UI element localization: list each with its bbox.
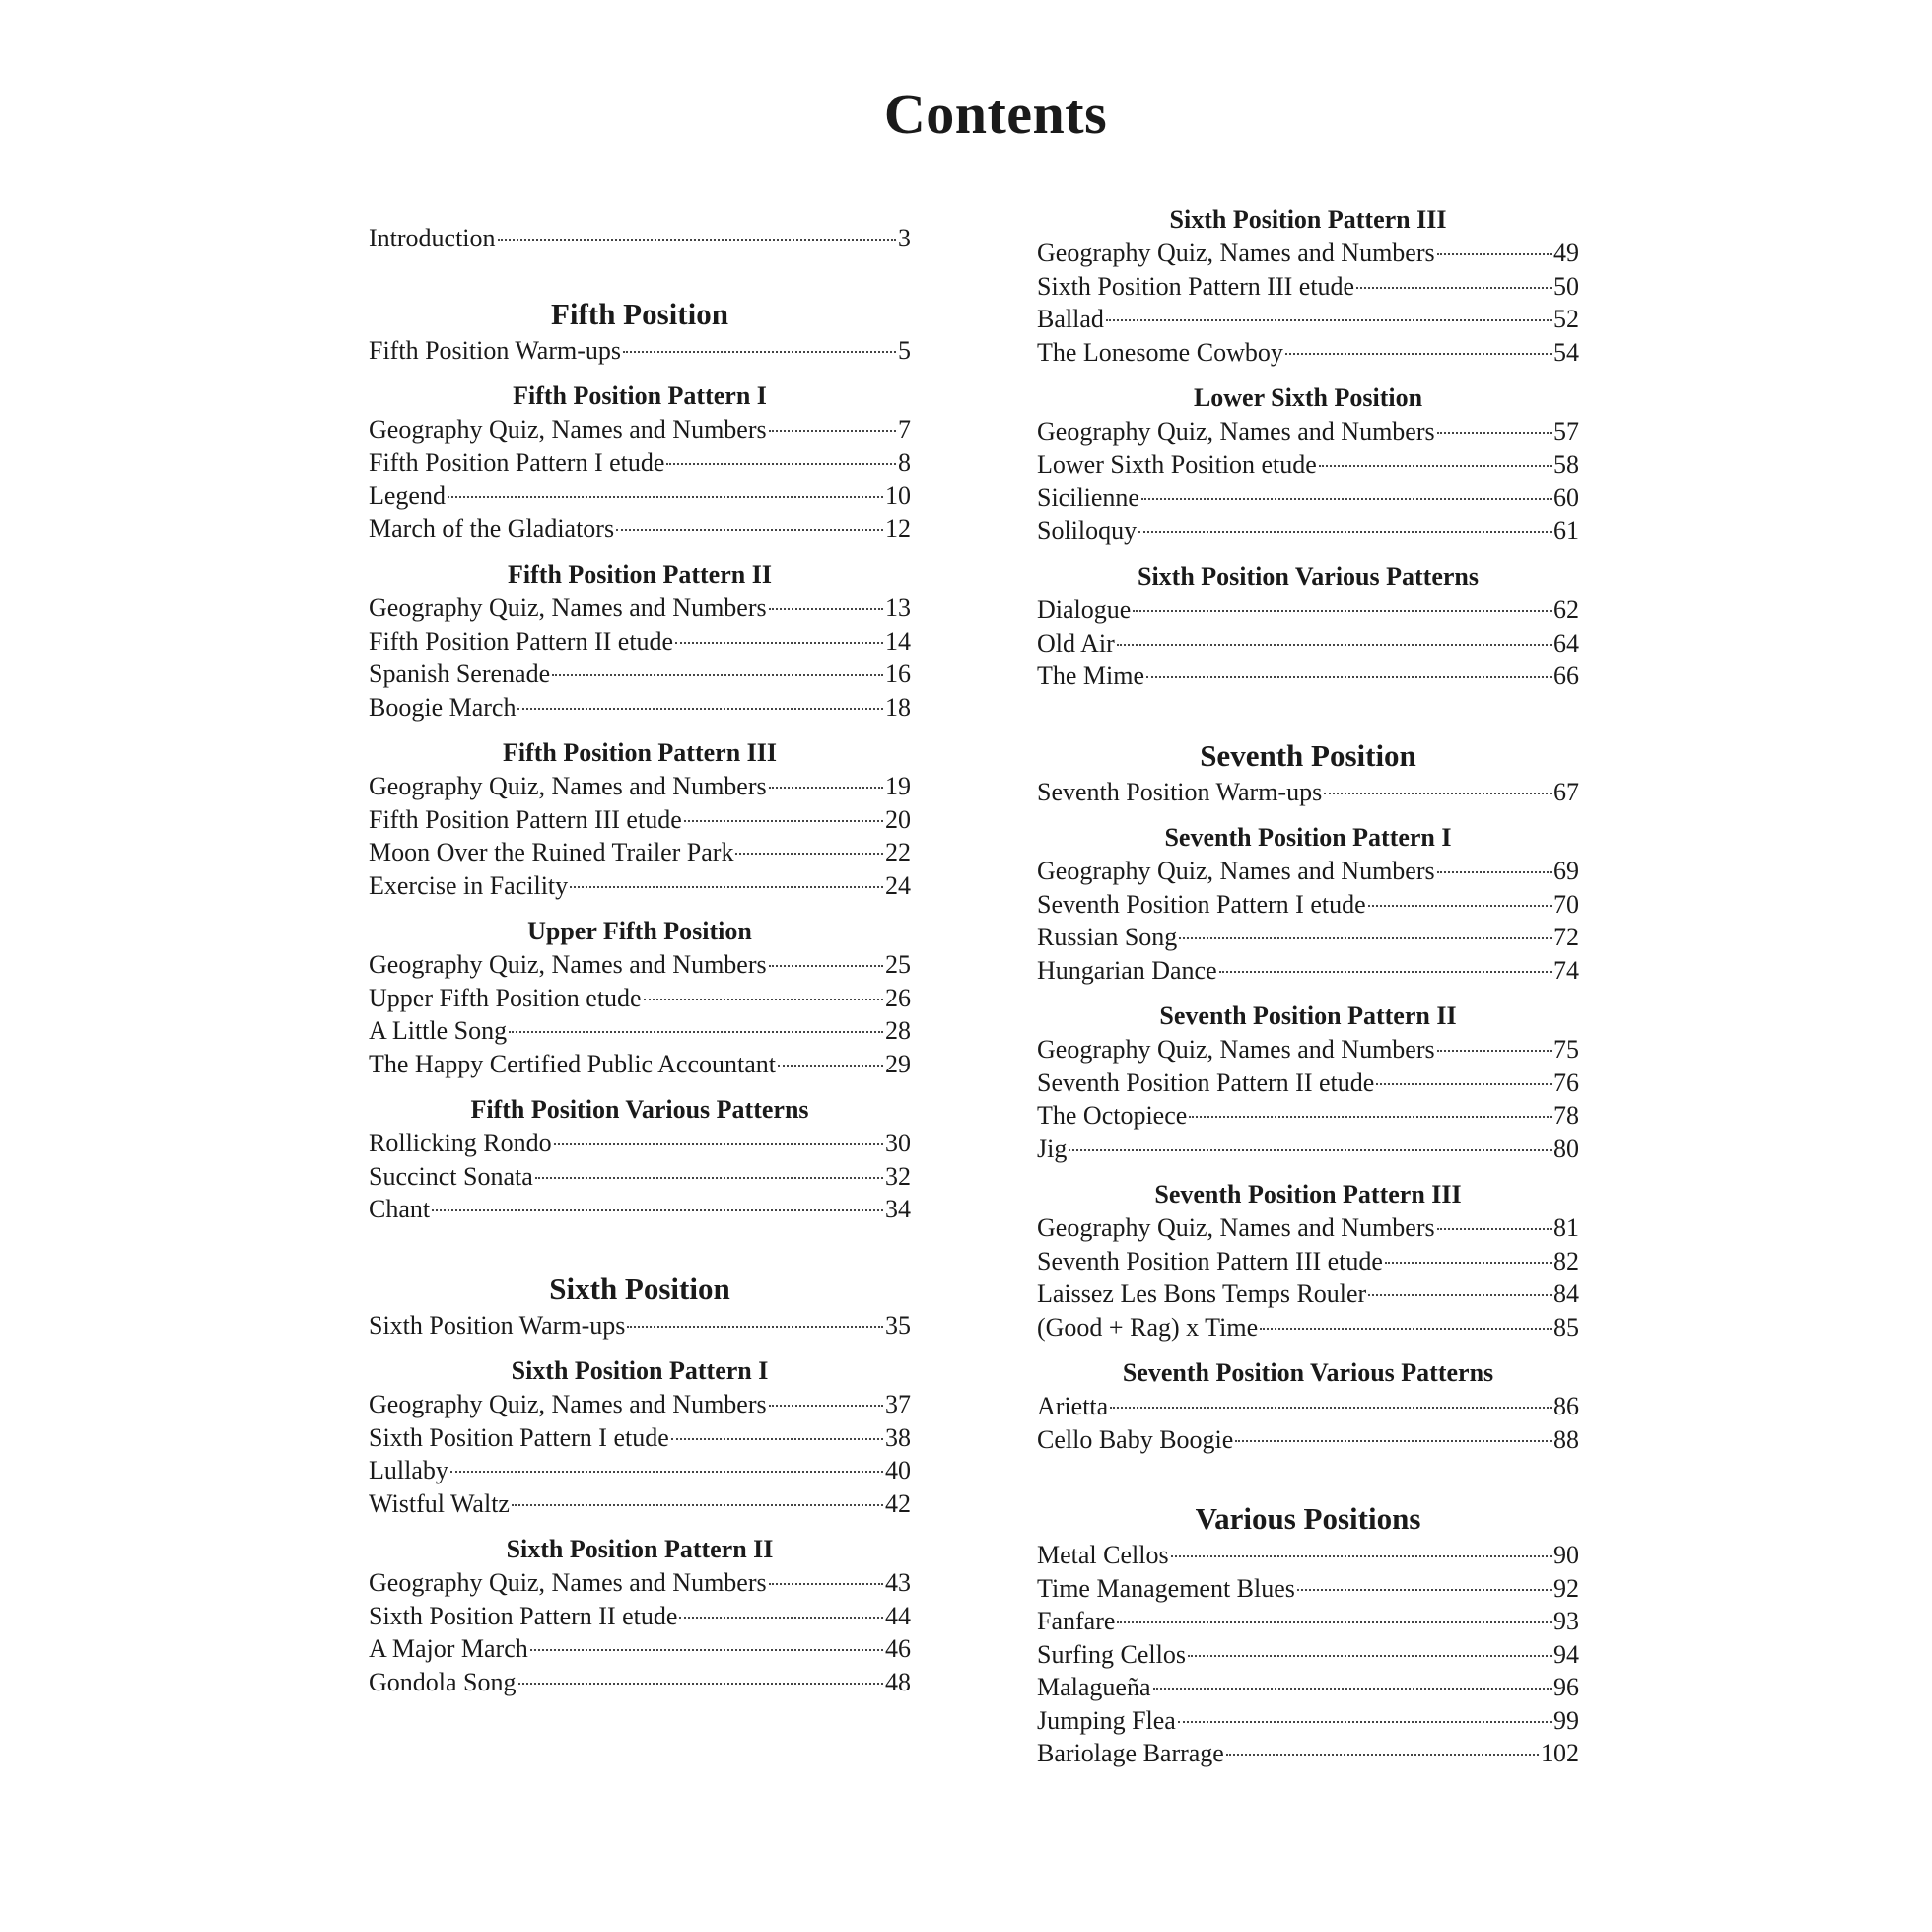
- toc-entry[interactable]: [369, 982, 911, 1015]
- subsection-heading: Fifth Position Pattern I: [513, 381, 767, 410]
- toc-entry-page: 28: [885, 1016, 911, 1045]
- toc-entry-title: Seventh Position Pattern III etude: [1037, 1246, 1383, 1276]
- toc-entry-title: Seventh Position Warm-ups: [1037, 777, 1323, 806]
- toc-entry-title: Lower Sixth Position etude: [1037, 449, 1317, 479]
- toc-entry-page: 69: [1553, 857, 1579, 885]
- toc-entry-title: Sixth Position Pattern II etude: [369, 1601, 678, 1630]
- subsection-heading: Upper Fifth Position: [527, 917, 752, 945]
- toc-entry-page: 81: [1553, 1213, 1579, 1242]
- toc-entry-page: 5: [898, 335, 911, 365]
- toc-entry-title: Geography Quiz, Names and Numbers: [1037, 1035, 1435, 1064]
- toc-entry-title: Sixth Position Pattern III etude: [1037, 271, 1355, 301]
- toc-entry[interactable]: [369, 1160, 911, 1194]
- dot-leader: [769, 1405, 883, 1407]
- section-heading: Various Positions: [1195, 1501, 1421, 1536]
- dot-leader: [1153, 1688, 1552, 1690]
- toc-entry-list: [369, 1127, 911, 1226]
- toc-entry-list: [1037, 1539, 1579, 1770]
- toc-entry[interactable]: [369, 691, 911, 724]
- toc-entry[interactable]: [1037, 415, 1579, 448]
- toc-entry[interactable]: [1037, 1390, 1579, 1423]
- toc-entry-title: Hungarian Dance: [1037, 955, 1217, 985]
- dot-leader: [1226, 1754, 1539, 1756]
- toc-entry-page: 12: [885, 514, 911, 543]
- toc-entry-page: 90: [1553, 1541, 1579, 1569]
- subsection-heading: Sixth Position Various Patterns: [1138, 562, 1479, 590]
- dot-leader: [735, 853, 883, 855]
- toc-entry-page: 86: [1553, 1392, 1579, 1420]
- toc-entry-list: [1037, 1033, 1579, 1165]
- toc-entry-title: Cello Baby Boogie: [1037, 1424, 1234, 1454]
- toc-entry[interactable]: [369, 1666, 911, 1699]
- toc-entry[interactable]: [369, 1388, 911, 1421]
- dot-leader: [1117, 644, 1552, 646]
- toc-entry[interactable]: [1037, 954, 1579, 988]
- toc-entry[interactable]: [1037, 1099, 1579, 1133]
- toc-entry-page: 46: [885, 1634, 911, 1663]
- toc-entry-page: 93: [1553, 1607, 1579, 1635]
- toc-entry-page: 24: [885, 870, 911, 900]
- toc-entry-title: The Octopiece: [1037, 1101, 1188, 1130]
- dot-leader: [1437, 1228, 1552, 1230]
- toc-entry-page: 8: [898, 448, 911, 477]
- toc-entry-title: Seventh Position Pattern I etude: [1037, 889, 1366, 919]
- dot-leader: [509, 1031, 883, 1033]
- toc-entry[interactable]: [1037, 888, 1579, 922]
- toc-entry-title: Geography Quiz, Names and Numbers: [369, 1568, 767, 1597]
- dot-leader: [1117, 1622, 1552, 1623]
- toc-entry-page: 34: [885, 1195, 911, 1223]
- toc-entry-page: 70: [1553, 889, 1579, 919]
- dot-leader: [1324, 793, 1552, 794]
- toc-entry-title: Sixth Position Warm-ups: [369, 1310, 626, 1340]
- toc-entry-title: A Major March: [369, 1634, 528, 1663]
- toc-entry-title: Geography Quiz, Names and Numbers: [369, 1390, 767, 1418]
- toc-entry-page: 94: [1553, 1639, 1579, 1669]
- toc-entry[interactable]: [369, 1421, 911, 1455]
- toc-entry-page: 3: [898, 224, 911, 252]
- toc-entry-page: 37: [885, 1390, 911, 1418]
- toc-entry-list: [369, 770, 911, 902]
- subsection-heading: Seventh Position Pattern I: [1164, 823, 1452, 852]
- toc-entry-title: Gondola Song: [369, 1667, 517, 1696]
- dot-leader: [552, 674, 883, 676]
- toc-entry-list: [369, 591, 911, 724]
- toc-entry[interactable]: [369, 1632, 911, 1666]
- toc-entry[interactable]: [369, 1566, 911, 1600]
- toc-entry-list: [1037, 593, 1579, 693]
- toc-entry[interactable]: [369, 413, 911, 447]
- toc-entry-title: Fifth Position Pattern II etude: [369, 626, 674, 656]
- toc-entry-title: Geography Quiz, Names and Numbers: [1037, 857, 1435, 885]
- dot-leader: [1219, 971, 1552, 973]
- toc-entry-title: Metal Cellos: [1037, 1541, 1169, 1569]
- dot-leader: [518, 1683, 884, 1685]
- toc-entry[interactable]: [1037, 855, 1579, 888]
- toc-entry[interactable]: [1037, 659, 1579, 693]
- dot-leader: [769, 1583, 883, 1585]
- toc-entry-page: 96: [1553, 1673, 1579, 1701]
- toc-entry[interactable]: [1037, 593, 1579, 627]
- toc-entry[interactable]: [1037, 1572, 1579, 1606]
- toc-entry-page: 75: [1553, 1035, 1579, 1064]
- toc-entry-title: Sicilienne: [1037, 483, 1139, 512]
- toc-entry-title: Seventh Position Pattern II etude: [1037, 1068, 1375, 1097]
- dot-leader: [1133, 610, 1552, 612]
- toc-entry-title: (Good + Rag) x Time: [1037, 1312, 1259, 1342]
- toc-entry-title: Laissez Les Bons Temps Rouler: [1037, 1279, 1367, 1308]
- dot-leader: [1138, 531, 1552, 533]
- toc-entry-page: 19: [885, 772, 911, 800]
- toc-entry[interactable]: [1037, 1211, 1579, 1245]
- toc-entry-page: 44: [885, 1601, 911, 1630]
- dot-leader: [666, 463, 896, 465]
- dot-leader: [498, 239, 896, 241]
- toc-entry-title: Geography Quiz, Names and Numbers: [369, 950, 767, 979]
- toc-entry-page: 43: [885, 1568, 911, 1597]
- subsection-heading: Sixth Position Pattern II: [506, 1535, 774, 1563]
- dot-leader: [1106, 319, 1552, 321]
- subsection-heading: Fifth Position Various Patterns: [470, 1095, 809, 1124]
- toc-entry-page: 60: [1553, 483, 1579, 512]
- dot-leader: [1069, 1149, 1552, 1151]
- toc-entry-title: Chant: [369, 1195, 431, 1223]
- section-heading: Fifth Position: [551, 296, 728, 331]
- toc-entry[interactable]: [1037, 481, 1579, 515]
- toc-entry[interactable]: [1037, 1423, 1579, 1457]
- dot-leader: [1356, 287, 1552, 289]
- toc-entry-page: 48: [885, 1667, 911, 1696]
- toc-entry[interactable]: [1037, 1033, 1579, 1067]
- dot-leader: [1141, 498, 1552, 500]
- dot-leader: [1285, 353, 1552, 355]
- toc-entry-page: 80: [1553, 1134, 1579, 1163]
- toc-entry-page: 99: [1553, 1705, 1579, 1735]
- toc-entry[interactable]: [1037, 1277, 1579, 1311]
- dot-leader: [778, 1065, 883, 1067]
- toc-entry-list: [1037, 1211, 1579, 1344]
- toc-entry-page: 26: [885, 983, 911, 1012]
- toc-entry[interactable]: [1037, 1311, 1579, 1345]
- dot-leader: [1437, 1050, 1552, 1052]
- toc-entry-title: Dialogue: [1037, 595, 1132, 624]
- toc-entry[interactable]: [1037, 921, 1579, 954]
- toc-entry-page: 13: [885, 593, 911, 622]
- toc-entry-page: 62: [1553, 595, 1579, 624]
- toc-entry-title: Succinct Sonata: [369, 1161, 533, 1191]
- dot-leader: [1110, 1407, 1552, 1409]
- toc-entry-list: [369, 413, 911, 545]
- page-title: Contents: [883, 82, 1108, 146]
- toc-entry-title: The Mime: [1037, 661, 1145, 690]
- toc-entry-title: Fanfare: [1037, 1607, 1116, 1635]
- toc-entry-page: 58: [1553, 449, 1579, 479]
- toc-entry-page: 102: [1541, 1739, 1579, 1767]
- dot-leader: [1297, 1589, 1552, 1591]
- toc-left-column: [369, 222, 911, 1698]
- toc-entry-page: 82: [1553, 1246, 1579, 1276]
- toc-entry-list: [369, 948, 911, 1080]
- dot-leader: [1437, 432, 1552, 434]
- toc-entry-title: Spanish Serenade: [369, 659, 551, 688]
- toc-entry-page: 18: [885, 692, 911, 722]
- toc-entry-page: 35: [885, 1310, 911, 1340]
- toc-entry-page: 50: [1553, 271, 1579, 301]
- toc-entry[interactable]: [1037, 270, 1579, 304]
- toc-entry-page: 74: [1553, 955, 1579, 985]
- toc-entry[interactable]: [1037, 1704, 1579, 1738]
- dot-leader: [671, 1438, 883, 1440]
- section-heading: Seventh Position: [1200, 737, 1416, 773]
- dot-leader: [1171, 1555, 1552, 1557]
- toc-entry-page: 66: [1553, 661, 1579, 690]
- dot-leader: [1437, 253, 1552, 255]
- toc-entry[interactable]: [369, 1127, 911, 1160]
- toc-entry-title: Legend: [369, 481, 446, 510]
- toc-entry-page: 72: [1553, 923, 1579, 951]
- toc-entry-title: Lullaby: [369, 1456, 448, 1484]
- toc-entry[interactable]: [1037, 237, 1579, 270]
- toc-entry-title: Fifth Position Pattern III etude: [369, 804, 682, 834]
- toc-entry-page: 76: [1553, 1068, 1579, 1097]
- dot-leader: [1385, 1262, 1552, 1264]
- dot-leader: [769, 608, 883, 610]
- toc-entry-page: 30: [885, 1129, 911, 1157]
- toc-entry[interactable]: [369, 1193, 911, 1226]
- toc-entry[interactable]: [1037, 515, 1579, 548]
- toc-entry-title: Sixth Position Pattern I etude: [369, 1422, 669, 1452]
- subsection-heading: Fifth Position Pattern III: [502, 738, 778, 767]
- toc-entry[interactable]: [1037, 1539, 1579, 1572]
- toc-entry-page: 20: [885, 804, 911, 834]
- dot-leader: [448, 496, 883, 498]
- dot-leader: [535, 1177, 883, 1179]
- toc-entry[interactable]: [1037, 1638, 1579, 1672]
- toc-entry-list: [369, 1388, 911, 1520]
- toc-entry-title: Introduction: [369, 224, 496, 252]
- toc-entry-title: March of the Gladiators: [369, 514, 615, 543]
- dot-leader: [623, 351, 896, 353]
- dot-leader: [1319, 465, 1552, 467]
- toc-entry-title: Geography Quiz, Names and Numbers: [1037, 417, 1435, 446]
- toc-entry[interactable]: [1037, 1133, 1579, 1166]
- subsection-heading: Seventh Position Various Patterns: [1122, 1358, 1494, 1387]
- toc-entry-title: The Lonesome Cowboy: [1037, 337, 1283, 367]
- toc-entry[interactable]: [1037, 776, 1579, 809]
- toc-entry-page: 14: [885, 626, 911, 656]
- dot-leader: [679, 1617, 883, 1619]
- toc-entry-page: 57: [1553, 417, 1579, 446]
- toc-entry-page: 84: [1553, 1279, 1579, 1308]
- toc-entry[interactable]: [369, 447, 911, 480]
- toc-entry-title: Geography Quiz, Names and Numbers: [369, 415, 767, 444]
- toc-entry-page: 92: [1553, 1573, 1579, 1603]
- toc-entry-title: The Happy Certified Public Accountant: [369, 1049, 777, 1078]
- toc-entry-title: Arietta: [1037, 1392, 1109, 1420]
- toc-entry-page: 78: [1553, 1101, 1579, 1130]
- toc-entry-page: 22: [885, 838, 911, 866]
- toc-entry[interactable]: [1037, 1605, 1579, 1638]
- toc-entry-page: 64: [1553, 628, 1579, 657]
- toc-entry-title: Old Air: [1037, 628, 1115, 657]
- subsection-heading: Sixth Position Pattern III: [1169, 205, 1447, 234]
- toc-entry[interactable]: [1037, 1067, 1579, 1100]
- toc-entry[interactable]: [369, 770, 911, 803]
- toc-entry-title: Rollicking Rondo: [369, 1129, 552, 1157]
- toc-entry[interactable]: [369, 1487, 911, 1521]
- dot-leader: [432, 1209, 883, 1211]
- toc-entry-list: [1037, 855, 1579, 987]
- toc-entry[interactable]: [369, 1600, 911, 1633]
- toc-entry[interactable]: [369, 513, 911, 546]
- toc-entry-page: 38: [885, 1422, 911, 1452]
- toc-entry-page: 10: [885, 481, 911, 510]
- dot-leader: [1188, 1655, 1552, 1657]
- toc-entry-page: 49: [1553, 239, 1579, 267]
- toc-entry-title: Upper Fifth Position etude: [369, 983, 642, 1012]
- toc-entry-title: Malagueña: [1037, 1673, 1151, 1701]
- toc-entry-title: Fifth Position Pattern I etude: [369, 448, 665, 477]
- toc-entry[interactable]: [1037, 303, 1579, 336]
- toc-entry-page: 25: [885, 950, 911, 979]
- toc-entry[interactable]: [1037, 1671, 1579, 1704]
- toc-entry-page: 42: [885, 1488, 911, 1518]
- dot-leader: [1179, 937, 1552, 939]
- toc-entry-list: [1037, 237, 1579, 369]
- toc-entry[interactable]: [369, 1014, 911, 1048]
- dot-leader: [1368, 1294, 1552, 1296]
- toc-entry[interactable]: [1037, 448, 1579, 482]
- toc-entry-title: Geography Quiz, Names and Numbers: [1037, 239, 1435, 267]
- dot-leader: [769, 430, 896, 432]
- toc-entry[interactable]: [369, 222, 911, 255]
- toc-entry-title: Bariolage Barrage: [1037, 1739, 1224, 1767]
- subsection-heading: Sixth Position Pattern I: [511, 1356, 769, 1385]
- subsection-heading: Seventh Position Pattern III: [1154, 1180, 1462, 1208]
- toc-entry[interactable]: [369, 1454, 911, 1487]
- dot-leader: [530, 1649, 883, 1651]
- dot-leader: [1189, 1116, 1552, 1118]
- toc-entry[interactable]: [369, 836, 911, 869]
- subsection-heading: Fifth Position Pattern II: [508, 560, 772, 588]
- toc-entry[interactable]: [369, 803, 911, 837]
- toc-entry[interactable]: [369, 591, 911, 625]
- dot-leader: [1146, 676, 1552, 678]
- toc-entry-title: Fifth Position Warm-ups: [369, 335, 622, 365]
- toc-entry-title: Surfing Cellos: [1037, 1639, 1186, 1669]
- dot-leader: [1368, 905, 1552, 907]
- toc-entry-page: 85: [1553, 1312, 1579, 1342]
- toc-entry[interactable]: [1037, 1245, 1579, 1278]
- toc-entry-title: Geography Quiz, Names and Numbers: [1037, 1213, 1435, 1242]
- dot-leader: [1178, 1721, 1552, 1723]
- toc-entry[interactable]: [369, 625, 911, 658]
- toc-entry-title: Soliloquy: [1037, 516, 1138, 545]
- dot-leader: [512, 1504, 883, 1506]
- toc-entry[interactable]: [369, 1048, 911, 1081]
- dot-leader: [1235, 1440, 1552, 1442]
- toc-entry[interactable]: [369, 1309, 911, 1343]
- toc-entry-title: Moon Over the Ruined Trailer Park: [369, 838, 734, 866]
- toc-entry-title: Wistful Waltz: [369, 1488, 510, 1518]
- dot-leader: [627, 1326, 883, 1328]
- toc-entry-page: 67: [1553, 777, 1579, 806]
- dot-leader: [1260, 1328, 1552, 1330]
- toc-entry-title: A Little Song: [369, 1016, 508, 1045]
- toc-entry-title: Exercise in Facility: [369, 870, 569, 900]
- toc-entry-list: [1037, 415, 1579, 547]
- section-heading: Sixth Position: [549, 1271, 730, 1306]
- toc-entry-page: 40: [885, 1456, 911, 1484]
- toc-entry-page: 16: [885, 659, 911, 688]
- dot-leader: [684, 820, 883, 822]
- dot-leader: [644, 999, 883, 1000]
- toc-entry-list: [1037, 1390, 1579, 1456]
- dot-leader: [675, 642, 883, 644]
- dot-leader: [769, 787, 883, 789]
- dot-leader: [554, 1143, 883, 1145]
- toc-entry-title: Ballad: [1037, 305, 1104, 333]
- subsection-heading: Lower Sixth Position: [1193, 383, 1423, 412]
- dot-leader: [1437, 871, 1552, 873]
- toc-entry[interactable]: [369, 657, 911, 691]
- toc-entry-page: 7: [898, 415, 911, 444]
- toc-entry-page: 52: [1553, 305, 1579, 333]
- toc-entry[interactable]: [369, 334, 911, 368]
- toc-entry-title: Geography Quiz, Names and Numbers: [369, 772, 767, 800]
- toc-entry-page: 54: [1553, 337, 1579, 367]
- dot-leader: [769, 965, 883, 967]
- toc-entry-title: Boogie March: [369, 692, 517, 722]
- toc-entry-title: Jig: [1037, 1134, 1068, 1163]
- subsection-heading: Seventh Position Pattern II: [1159, 1001, 1457, 1030]
- toc-entry-page: 29: [885, 1049, 911, 1078]
- toc-entry[interactable]: [1037, 627, 1579, 660]
- toc-entry-title: Time Management Blues: [1037, 1573, 1295, 1603]
- toc-entry-title: Jumping Flea: [1037, 1705, 1176, 1735]
- toc-entry-list: [369, 1566, 911, 1698]
- toc-entry-page: 32: [885, 1161, 911, 1191]
- dot-leader: [570, 886, 883, 888]
- toc-entry[interactable]: [369, 948, 911, 982]
- toc-entry-title: Russian Song: [1037, 923, 1178, 951]
- toc-entry-title: Geography Quiz, Names and Numbers: [369, 593, 767, 622]
- toc-right-column: [1037, 202, 1579, 1770]
- toc-entry[interactable]: [369, 479, 911, 513]
- dot-leader: [1376, 1083, 1552, 1085]
- toc-entry-page: 61: [1553, 516, 1579, 545]
- toc-entry[interactable]: [369, 869, 911, 903]
- toc-entry[interactable]: [1037, 336, 1579, 370]
- toc-entry[interactable]: [1037, 1737, 1579, 1770]
- dot-leader: [616, 529, 883, 531]
- dot-leader: [450, 1471, 883, 1473]
- toc-entry-page: 88: [1553, 1424, 1579, 1454]
- dot-leader: [518, 708, 883, 710]
